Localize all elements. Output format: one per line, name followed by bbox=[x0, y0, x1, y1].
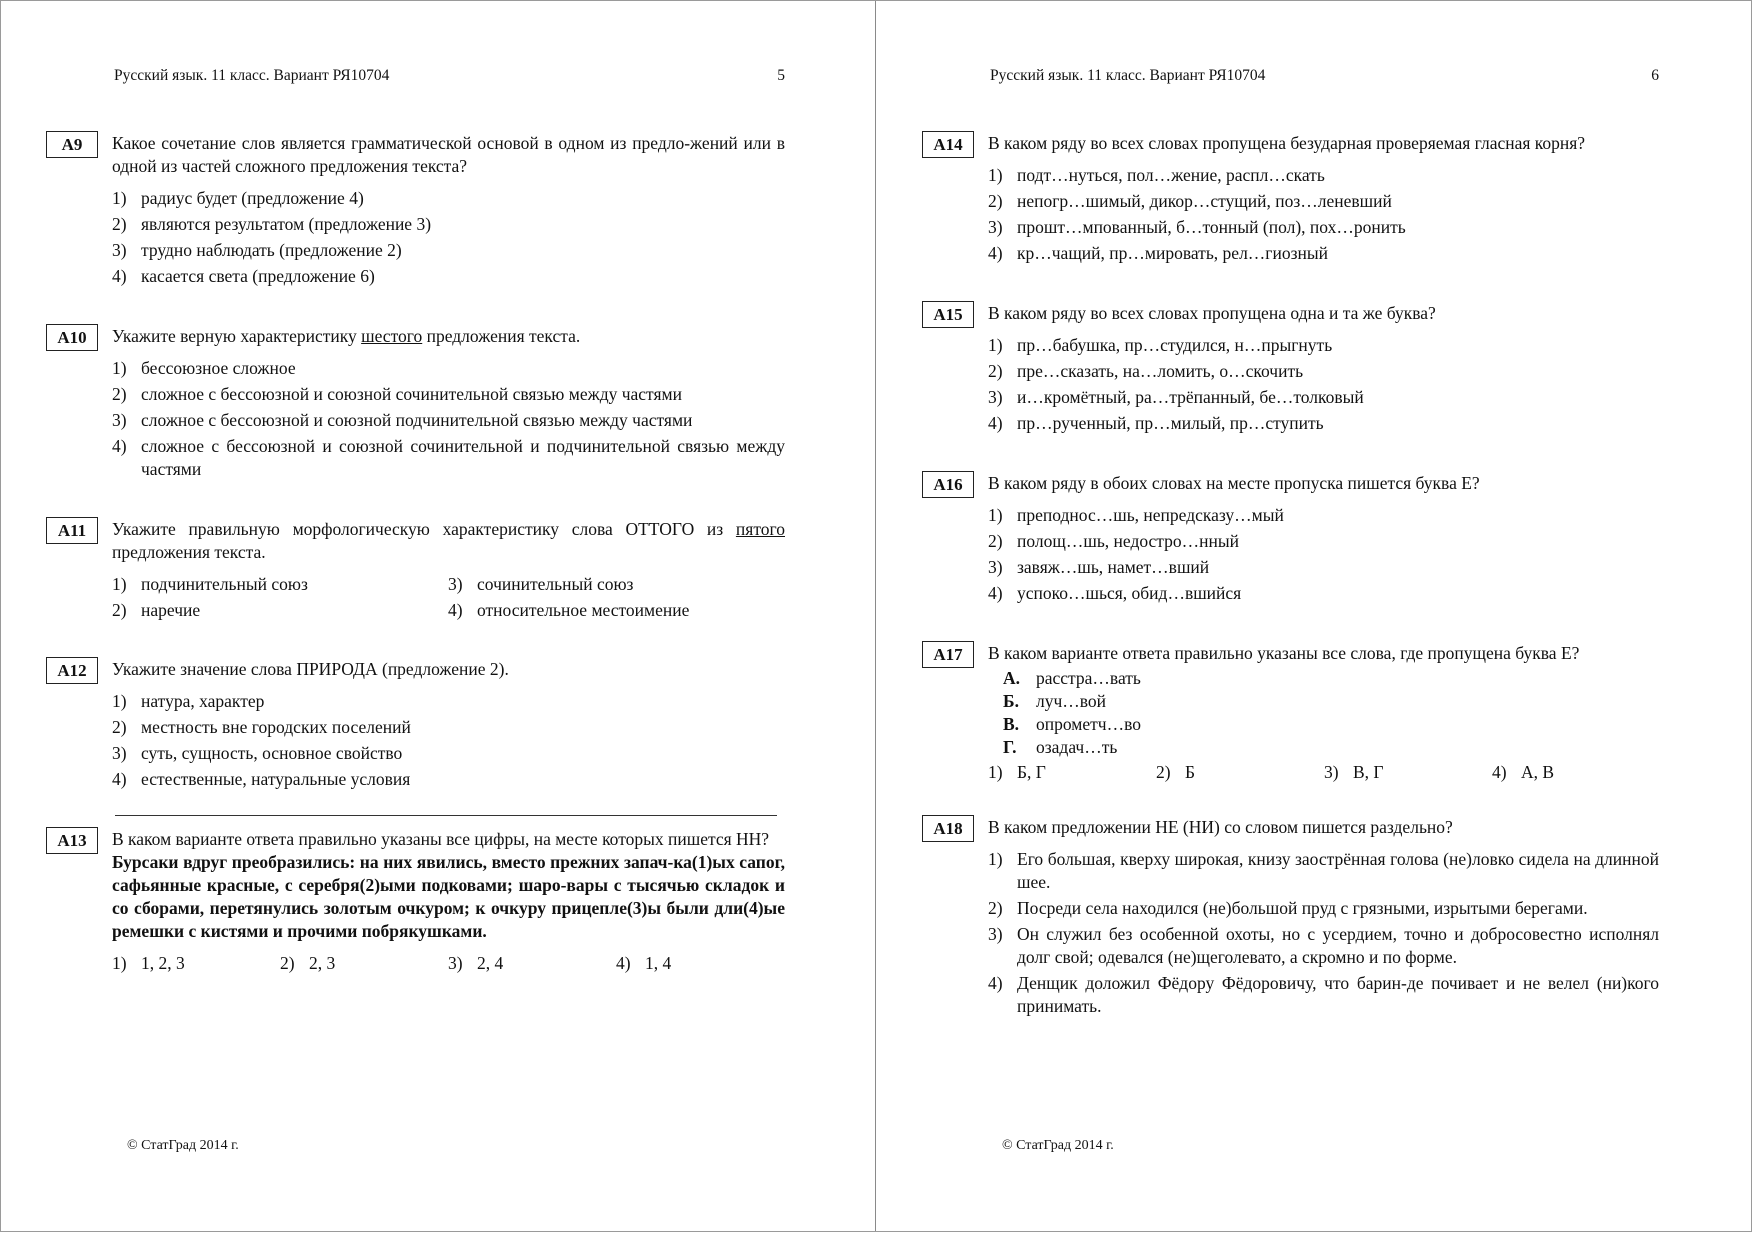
option: 1) бессоюзное сложное bbox=[112, 358, 296, 378]
option: 2) Посреди села находился (не)большой пруд с грязными, изрытыми берегами. bbox=[988, 898, 1588, 918]
options-list bbox=[988, 164, 1659, 265]
letter-item: В. опрометч…во bbox=[1003, 714, 1141, 734]
page-number: 6 bbox=[1651, 67, 1659, 84]
option: 4) пр…рученный, пр…милый, пр…ступить bbox=[988, 413, 1324, 433]
task-question: В каком варианте ответа правильно указаны все слова, где пропущена буква Е? bbox=[988, 643, 1580, 663]
option: 1) радиус будет (предложение 4) bbox=[112, 188, 364, 208]
option: 2) наречие bbox=[112, 600, 201, 620]
option: 1) подт…нуться, пол…жение, распл…скать bbox=[988, 165, 1325, 185]
option: 3) и…кромётный, ра…трёпанный, бе…толковый bbox=[988, 387, 1364, 407]
page-header bbox=[114, 67, 785, 85]
option: 3) суть, сущность, основное свойство bbox=[112, 743, 403, 763]
option: 3) 2, 4 bbox=[448, 953, 504, 973]
options-list bbox=[988, 761, 1659, 784]
divider-line bbox=[115, 815, 777, 816]
option: 4) Денщик доложил Фёдору Фёдоровичу, что барин-де почивает и не велел (ни)кого принимать. bbox=[988, 973, 1659, 1016]
option: 4) относительное местоимение bbox=[448, 600, 690, 620]
task-label: А17 bbox=[922, 641, 974, 668]
task-passage: Бурсаки вдруг преобразились: на них явились, вместо прежних запач-ка(1)ых сапог, сафьянные красные, с серебря(2)ыми подковами; шаро-вары с тысячью складок и со сборами, перетянулись золотым очкуром; к очкуру прицепле(3)ы были дли(4)ые ремешки с кистями и прочими побрякушками. bbox=[112, 852, 785, 941]
option: 2) местность вне городских поселений bbox=[112, 717, 411, 737]
task-question: В каком ряду во всех словах пропущена одна и та же буква? bbox=[988, 303, 1436, 323]
option: 2) Б bbox=[1156, 762, 1196, 782]
task-a13 bbox=[46, 828, 785, 975]
left-content bbox=[46, 132, 785, 975]
option: 4) сложное с бессоюзной и союзной сочинительной и подчинительной связью между частями bbox=[112, 436, 785, 479]
option: 3) В, Г bbox=[1324, 762, 1384, 782]
task-question: Какое сочетание слов является грамматической основой в одном из предло-жений или в одной из частей сложного предложения текста? bbox=[112, 133, 785, 176]
option: 2) являются результатом (предложение 3) bbox=[112, 214, 432, 234]
options-list bbox=[112, 952, 785, 975]
right-page bbox=[876, 1, 1751, 1231]
option: 3) завяж…шь, намет…вший bbox=[988, 557, 1210, 577]
task-question: Укажите значение слова ПРИРОДА (предложение 2). bbox=[112, 659, 509, 679]
option: 3) прошт…мпованный, б…тонный (пол), пох…ронить bbox=[988, 217, 1406, 237]
options-list bbox=[988, 848, 1659, 1018]
option: 3) Он служил без особенной охоты, но с усердием, точно и добросовестно исполнял долг свой; одевался (не)щеголевато, а скромно и по форме. bbox=[988, 924, 1659, 967]
task-question: Укажите правильную морфологическую характеристику слова ОТТОГО из пятого предложения текста. bbox=[112, 519, 785, 562]
option: 4) естественные, натуральные условия bbox=[112, 769, 411, 789]
options-list bbox=[112, 187, 785, 288]
task-a9 bbox=[46, 132, 785, 291]
header-title: Русский язык. 11 класс. Вариант РЯ10704 bbox=[114, 67, 390, 84]
option: 1) натура, характер bbox=[112, 691, 265, 711]
page-footer: © СтатГрад 2014 г. bbox=[127, 1138, 239, 1153]
task-label: А11 bbox=[46, 517, 98, 544]
option: 3) сочинительный союз bbox=[448, 574, 634, 594]
option: 1) 1, 2, 3 bbox=[112, 953, 185, 973]
task-label: А18 bbox=[922, 815, 974, 842]
task-a15 bbox=[922, 302, 1659, 438]
task-label: А13 bbox=[46, 827, 98, 854]
options-list bbox=[988, 504, 1659, 605]
task-a14 bbox=[922, 132, 1659, 268]
letter-item: Б. луч…вой bbox=[1003, 691, 1107, 711]
task-question: В каком ряду в обоих словах на месте пропуска пишется буква Е? bbox=[988, 473, 1480, 493]
task-a10 bbox=[46, 325, 785, 484]
option: 1) подчинительный союз bbox=[112, 574, 308, 594]
option: 3) сложное с бессоюзной и союзной подчинительной связью между частями bbox=[112, 410, 693, 430]
task-question: В каком ряду во всех словах пропущена безударная проверяемая гласная корня? bbox=[988, 133, 1586, 153]
task-a18 bbox=[922, 816, 1659, 1021]
option: 3) трудно наблюдать (предложение 2) bbox=[112, 240, 402, 260]
letter-item: Г. озадач…ть bbox=[1003, 737, 1118, 757]
letter-items-list bbox=[1003, 667, 1659, 759]
option: 1) Б, Г bbox=[988, 762, 1046, 782]
task-label: А16 bbox=[922, 471, 974, 498]
option: 2) 2, 3 bbox=[280, 953, 336, 973]
option: 2) сложное с бессоюзной и союзной сочинительной связью между частями bbox=[112, 384, 682, 404]
task-label: А14 bbox=[922, 131, 974, 158]
option: 2) полощ…шь, недостро…нный bbox=[988, 531, 1240, 551]
page-header bbox=[990, 67, 1659, 85]
options-list bbox=[988, 334, 1659, 435]
right-content bbox=[922, 132, 1659, 1021]
task-label: А9 bbox=[46, 131, 98, 158]
task-a12 bbox=[46, 658, 785, 794]
option: 1) Его большая, кверху широкая, книзу заострённая голова (не)ловко сидела на длинной шее. bbox=[988, 849, 1659, 892]
option: 2) непогр…шимый, дикор…стущий, поз…леневший bbox=[988, 191, 1392, 211]
task-a16 bbox=[922, 472, 1659, 608]
option: 1) пр…бабушка, пр…студился, н…прыгнуть bbox=[988, 335, 1333, 355]
option: 4) А, В bbox=[1492, 762, 1555, 782]
task-question: В каком предложении НЕ (НИ) со словом пишется раздельно? bbox=[988, 817, 1453, 837]
options-list bbox=[112, 573, 785, 622]
task-label: А15 bbox=[922, 301, 974, 328]
task-question: В каком варианте ответа правильно указаны все цифры, на месте которых пишется НН? bbox=[112, 829, 770, 849]
task-question: Укажите верную характеристику шестого предложения текста. bbox=[112, 326, 581, 346]
page-footer: © СтатГрад 2014 г. bbox=[1002, 1138, 1114, 1153]
option: 1) преподнос…шь, непредсказу…мый bbox=[988, 505, 1284, 525]
options-list bbox=[112, 357, 785, 481]
letter-item: А. расстра…вать bbox=[1003, 668, 1141, 688]
option: 4) кр…чащий, пр…мировать, рел…гиозный bbox=[988, 243, 1329, 263]
left-page bbox=[1, 1, 876, 1231]
task-label: А10 bbox=[46, 324, 98, 351]
page-number: 5 bbox=[777, 67, 785, 84]
option: 4) касается света (предложение 6) bbox=[112, 266, 375, 286]
task-label: А12 bbox=[46, 657, 98, 684]
option: 2) пре…сказать, на…ломить, о…скочить bbox=[988, 361, 1304, 381]
option: 4) 1, 4 bbox=[616, 953, 672, 973]
option: 4) успоко…шься, обид…вшийся bbox=[988, 583, 1242, 603]
options-list bbox=[112, 690, 785, 791]
task-a11 bbox=[46, 518, 785, 622]
header-title: Русский язык. 11 класс. Вариант РЯ10704 bbox=[990, 67, 1266, 84]
task-a17 bbox=[922, 642, 1659, 784]
